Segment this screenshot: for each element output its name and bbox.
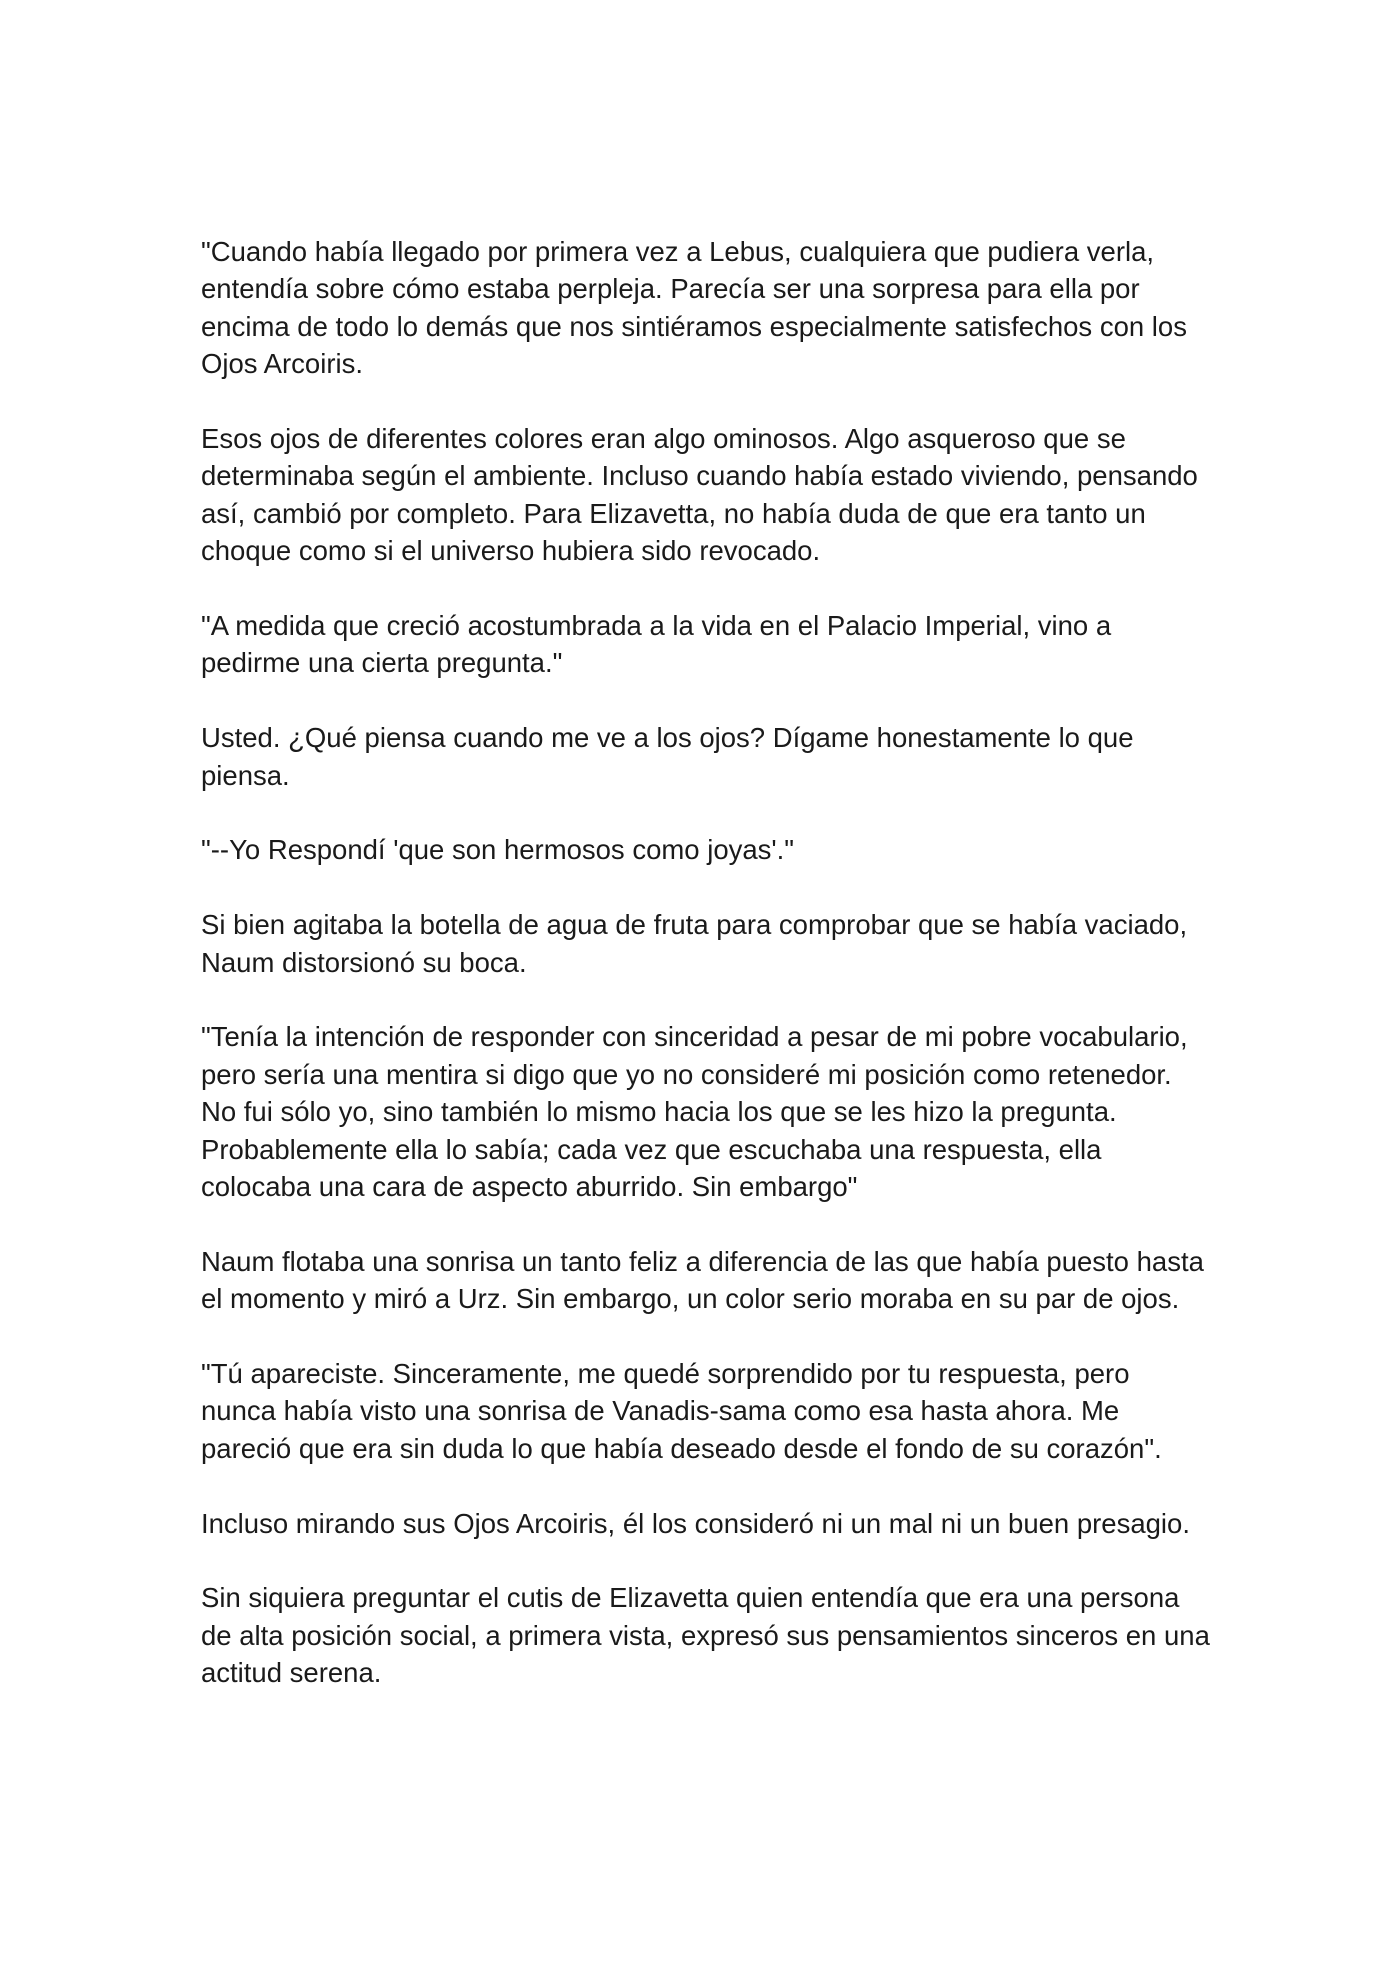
paragraph: Naum flotaba una sonrisa un tanto feliz a diferencia de las que había puesto hasta el momento y miró a Urz. Sin embargo, un color serio moraba en su par de ojos. <box>201 1245 1204 1315</box>
paragraph: "--Yo Respondí 'que son hermosos como joyas'." <box>201 834 795 866</box>
document-body <box>201 233 1211 1692</box>
paragraph: Si bien agitaba la botella de agua de fruta para comprobar que se había vaciado, Naum distorsionó su boca. <box>201 909 1188 978</box>
paragraph: Incluso mirando sus Ojos Arcoiris, él los consideró ni un mal ni un buen presagio. <box>201 1507 1190 1539</box>
paragraph: Sin siquiera preguntar el cutis de Elizavetta quien entendía que era una persona de alta posición social, a primera vista, expresó sus pensamientos sinceros en una actitud serena. <box>201 1582 1210 1689</box>
paragraph: "Cuando había llegado por primera vez a Lebus, cualquiera que pudiera verla, entendía sobre cómo estaba perpleja. Parecía ser una sorpresa para ella por encima de todo lo demás que nos sintiéramos especialmente satisfechos con los Ojos Arcoiris. <box>201 236 1187 380</box>
paragraph: Usted. ¿Qué piensa cuando me ve a los ojos? Dígame honestamente lo que piensa. <box>201 722 1134 791</box>
paragraph: "Tú apareciste. Sinceramente, me quedé sorprendido por tu respuesta, pero nunca había visto una sonrisa de Vanadis-sama como esa hasta ahora. Me pareció que era sin duda lo que había deseado desde el fondo de su corazón". <box>201 1358 1162 1464</box>
paragraph: "A medida que creció acostumbrada a la vida en el Palacio Imperial, vino a pedirme una cierta pregunta." <box>201 610 1112 679</box>
paragraph: Esos ojos de diferentes colores eran algo ominosos. Algo asqueroso que se determinaba según el ambiente. Incluso cuando había estado viviendo, pensando así, cambió por completo. Para Elizavetta, no había duda de que era tanto un choque como si el universo hubiera sido revocado. <box>201 423 1198 567</box>
paragraph: "Tenía la intención de responder con sinceridad a pesar de mi pobre vocabulario, pero sería una mentira si digo que yo no consideré mi posición como retenedor. No fui sólo yo, sino también lo mismo hacia los que se les hizo la pregunta. Probablemente ella lo sabía; cada vez que escuchaba una respuesta, ella colocaba una cara de aspecto aburrido. Sin embargo" <box>201 1021 1188 1203</box>
